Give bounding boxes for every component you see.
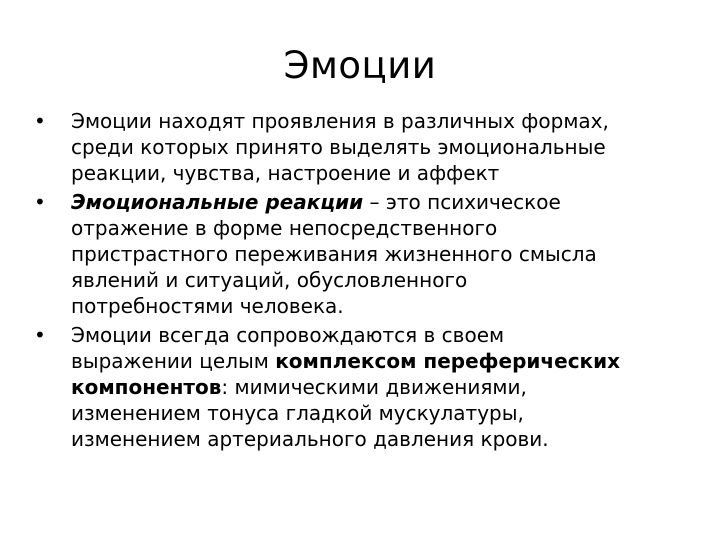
bullet-item-3 xyxy=(34,322,704,452)
bullet-1-line-1: Эмоции находят проявления в различных формах, xyxy=(71,109,609,133)
bullet-1-line-3: реакции, чувства, настроение и аффект xyxy=(71,161,500,185)
bullet-3-line-3 xyxy=(71,374,704,400)
bullet-marker: • xyxy=(34,190,46,214)
bullet-2-line-1-rest: – это психическое xyxy=(363,190,561,214)
bullet-list xyxy=(34,108,704,455)
bullet-2-line-5: потребностями человека. xyxy=(71,294,344,318)
bullet-3-line-2-start: выражении целым xyxy=(71,349,276,373)
bullet-item-2 xyxy=(34,189,704,319)
bullet-2-line-2: отражение в форме непосредственного xyxy=(71,216,498,240)
bullet-3-line-2 xyxy=(71,348,704,374)
bullet-3-line-1: Эмоции всегда сопровождаются в своем xyxy=(71,323,505,347)
bullet-item-1 xyxy=(34,108,704,186)
bullet-2-line-1 xyxy=(71,189,704,215)
bullet-3-line-3-rest: : мимическими движениями, xyxy=(221,375,527,399)
slide-title: Эмоции xyxy=(283,44,437,87)
bullet-marker: • xyxy=(34,323,46,347)
bullet-marker: • xyxy=(34,109,46,133)
term-components: компонентов xyxy=(71,375,222,399)
bullet-3-line-5: изменением артериального давления крови. xyxy=(71,427,549,451)
bullet-2-line-4: явлений и ситуаций, обусловленного xyxy=(71,268,468,292)
bullet-3-line-4: изменением тонуса гладкой мускулатуры, xyxy=(71,401,524,425)
bullet-1-line-2: среди которых принято выделять эмоциональные xyxy=(71,135,606,159)
term-emotional-reactions: Эмоциональные реакции xyxy=(71,190,364,214)
term-complex-components: комплексом переферических xyxy=(275,349,621,373)
bullet-2-line-3: пристрастного переживания жизненного смысла xyxy=(71,242,597,266)
